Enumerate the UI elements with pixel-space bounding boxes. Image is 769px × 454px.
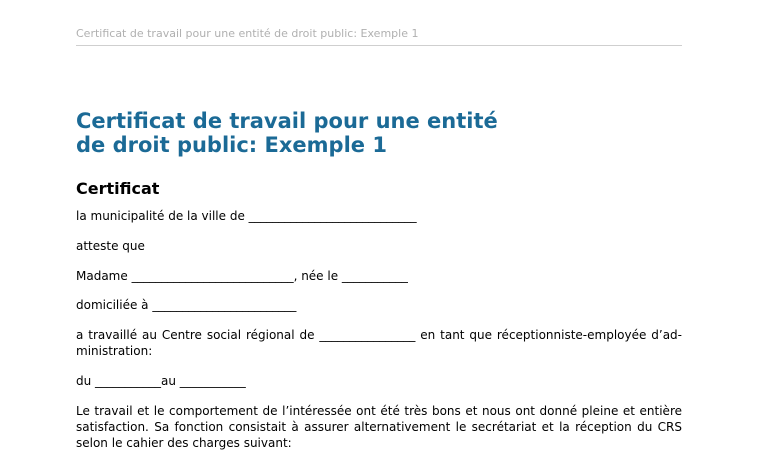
paragraph-madame: Madame ___________________________, née le ___________ xyxy=(76,269,408,283)
paragraph-dates: du ___________au ___________ xyxy=(76,374,246,388)
document-title-line-2: de droit public: Exemple 1 xyxy=(76,133,387,157)
paragraph-employment: a travaillé au Centre social régional de ________________ en tant que réceptionniste-employée d’ad-ministration: xyxy=(76,328,682,358)
paragraph-evaluation: Le travail et le comportement de l’intéressée ont été très bons et nous ont donné pleine et entière satisfaction. Sa fonction consistait à assurer alternativement le secrétariat et la réception du CRS selon le cahier des charges suivant: xyxy=(76,404,682,450)
header-divider xyxy=(76,45,682,46)
running-header: Certificat de travail pour une entité de droit public: Exemple 1 xyxy=(76,27,419,40)
document-title xyxy=(76,109,498,157)
section-heading: Certificat xyxy=(76,179,160,198)
paragraph-municipality: la municipalité de la ville de ____________________________ xyxy=(76,209,417,223)
paragraph-domicile: domiciliée à ________________________ xyxy=(76,298,297,312)
document-title-line-1: Certificat de travail pour une entité xyxy=(76,109,498,133)
paragraph-attests: atteste que xyxy=(76,239,145,253)
